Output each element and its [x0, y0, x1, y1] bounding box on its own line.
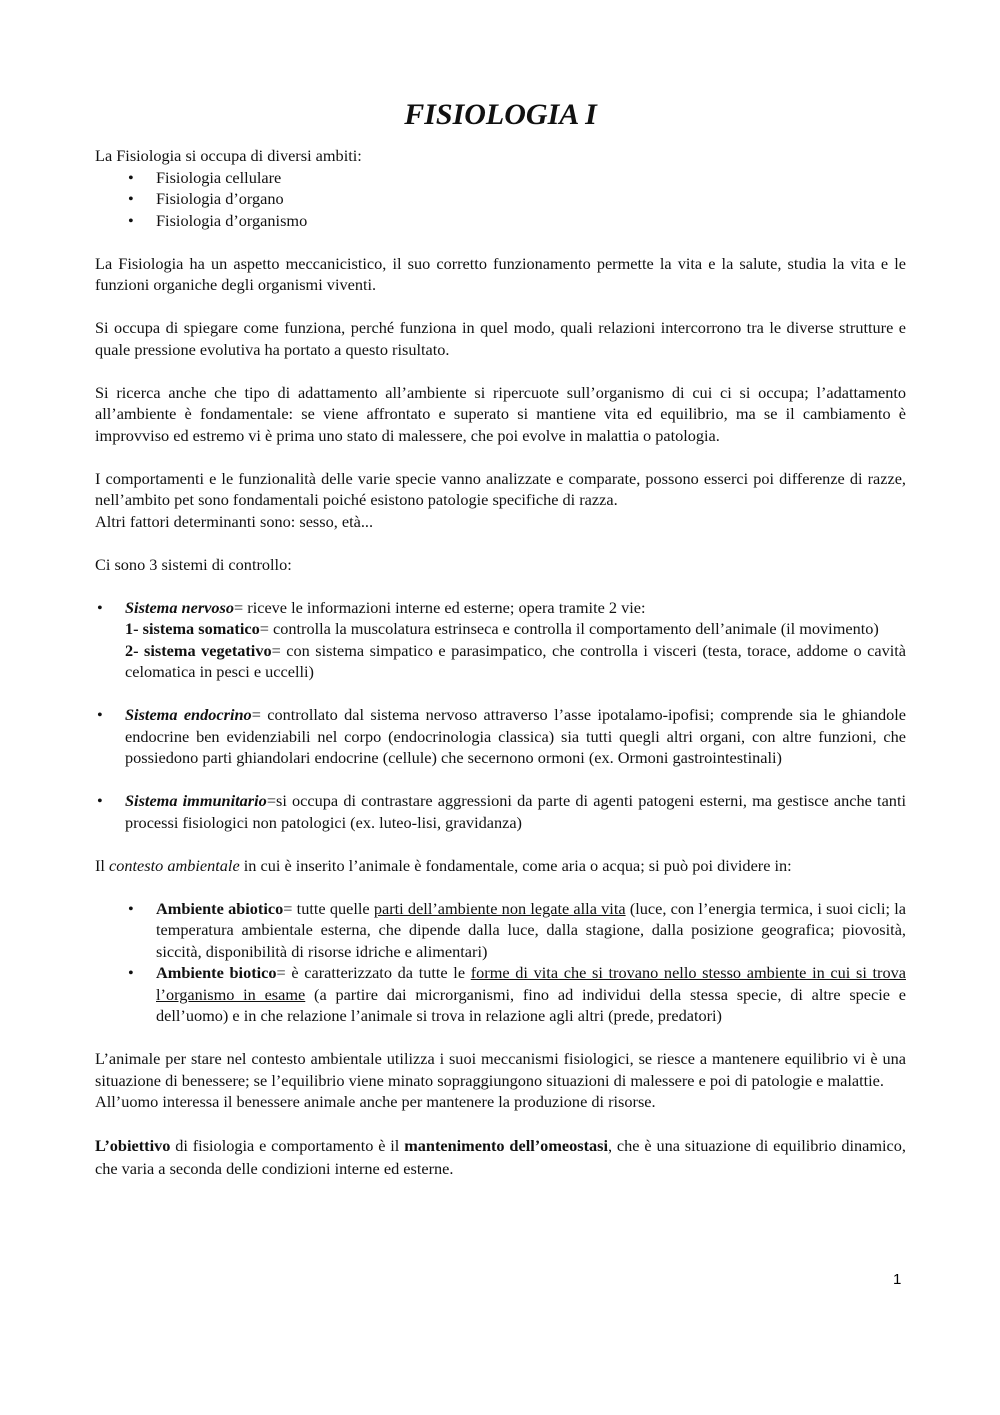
list-item: • Fisiologia d’organismo — [95, 210, 906, 232]
definition-text: = controlla la muscolatura estrinseca e controlla il comportamento dell’animale (il movimento) — [259, 619, 879, 638]
term-obiettivo: L’obiettivo — [95, 1136, 171, 1155]
paragraph-adattamento: Si ricerca anche che tipo di adattamento all’ambiente si ripercuote sull’organismo di cui ci si occupa; l’adattamento all’ambiente è fondamentale: se viene affrontato e superato si mantiene vita ed equilibrio, ma se il cambiamento è improvviso ed estremo vi è prima uno stato di malessere, che poi evolve in malattia o patologia. — [95, 382, 906, 445]
term-sistema-immunitario: Sistema immunitario — [125, 791, 267, 810]
text-span: = è caratterizzato da tutte le — [276, 963, 471, 982]
text-span: Il — [95, 855, 110, 875]
ambienti-list — [95, 898, 906, 1027]
page-title: FISIOLOGIA I — [404, 98, 597, 131]
term-sistema-endocrino: Sistema endocrino — [125, 705, 252, 724]
text-span: (luce, con l’energia termica, i suoi cicli; la temperatura ambientale esterna, che dipende dalla luce, dalla stagione, dalla posizione geografica; piovosità, siccità, disponibilità di risorse idriche e alimentari) — [156, 898, 906, 961]
list-item-immunitario — [95, 790, 906, 833]
paragraph-obiettivo — [95, 1134, 906, 1180]
term-sistema-vegetativo: 2- sistema vegetativo — [125, 640, 272, 660]
paragraph-meccanicistico: La Fisiologia ha un aspetto meccanicistico, il suo corretto funzionamento permette la vita e la salute, studia la vita e le funzioni organiche degli organismi viventi. — [95, 253, 906, 294]
sistemi-list-continued — [95, 790, 906, 833]
text-span: (a partire dai microrganismi, fino ad individui della stessa specie, di altre specie e dell’uomo) e in che relazione l’animale si trova in relazione agli altri (prede, predatori) — [156, 984, 906, 1025]
term-omeostasi: mantenimento dell’omeostasi — [404, 1136, 609, 1155]
definition-text: = riceve le informazioni interne ed esterne; opera tramite 2 vie: — [234, 597, 646, 617]
text-span: , che è una situazione di equilibrio dinamico, che varia a seconda delle condizioni interne ed esterne. — [95, 1136, 906, 1178]
sistemi-list — [95, 597, 906, 683]
paragraph-equilibrio: L’animale per stare nel contesto ambientale utilizza i suoi meccanismi fisiologici, se riesce a mantenere equilibrio vi è una situazione di benessere; se l’equilibrio viene minato sopraggiungono situazioni di malessere e poi di patologie e malattie. — [95, 1049, 906, 1090]
sistemi-list-continued — [95, 704, 906, 769]
definition-text: = con sistema simpatico e parasimpatico, che controlla i visceri (testa, torace, addome o cavità celomatica in pesci e uccelli) — [125, 640, 906, 681]
text-span: in cui è inserito l’animale è fondamentale, come aria o acqua; si può poi dividere in: — [239, 855, 792, 875]
paragraph-sistemi: Ci sono 3 sistemi di controllo: — [95, 554, 292, 574]
term-sistema-nervoso: Sistema nervoso — [125, 597, 235, 617]
term-contesto-ambientale: contesto ambientale — [109, 855, 240, 875]
intro-text: La Fisiologia si occupa di diversi ambiti: — [95, 146, 362, 165]
term-sistema-somatico: 1- sistema somatico — [125, 619, 260, 638]
term-ambiente-abiotico: Ambiente abiotico — [156, 898, 284, 918]
definition-text: = controllato dal sistema nervoso attraverso l’asse ipotalamo-ipofisi; comprende sia le ghiandole endocrine ben evidenziabili nel corpo (endocrinologia classica) sia tutti quegli altri organi, con altre funzioni, che possiedono parti ghiandolari endocrine (cellule) che secernono ormoni (ex. Ormoni gastrointestinali) — [125, 705, 906, 767]
text-span: = tutte quelle — [283, 898, 374, 918]
term-ambiente-biotico: Ambiente biotico — [156, 963, 277, 982]
list-item-abiotico — [95, 898, 906, 963]
list-item: • Fisiologia cellulare — [95, 167, 906, 189]
document-page — [95, 95, 906, 1180]
list-item-endocrino — [95, 704, 906, 769]
paragraph-uomo: All’uomo interessa il benessere animale anche per mantenere la produzione di risorse. — [95, 1092, 656, 1111]
paragraph-comportamenti: I comportamenti e le funzionalità delle varie specie vanno analizzate e comparate, possono esserci poi differenze di razze, nell’ambito pet sono fondamentali poiché esistono patologie specifiche di razza. — [95, 468, 906, 509]
list-item-nervoso — [95, 597, 906, 683]
page-number: 1 — [893, 1271, 902, 1288]
text-span: di fisiologia e comportamento è il — [170, 1136, 405, 1155]
paragraph-contesto — [95, 855, 906, 877]
list-item: • Fisiologia d’organo — [95, 188, 906, 210]
underlined-text: forme di vita che si trovano nello stesso ambiente in cui si trova l’organismo in esame — [156, 963, 906, 1004]
definition-text: =si occupa di contrastare aggressioni da parte di agenti patogeni esterni, ma gestisce anche tanti processi fisiologici non patologici (ex. luteo-lisi, gravidanza) — [125, 791, 906, 832]
paragraph-fattori: Altri fattori determinanti sono: sesso, età... — [95, 511, 374, 531]
underlined-text: parti dell’ambiente non legate alla vita — [373, 898, 626, 918]
ambiti-list — [95, 167, 906, 232]
list-item-biotico — [95, 962, 906, 1027]
paragraph-spiegare: Si occupa di spiegare come funziona, perché funziona in quel modo, quali relazioni intercorrono tra le diverse strutture e quale pressione evolutiva ha portato a questo risultato. — [95, 318, 906, 359]
